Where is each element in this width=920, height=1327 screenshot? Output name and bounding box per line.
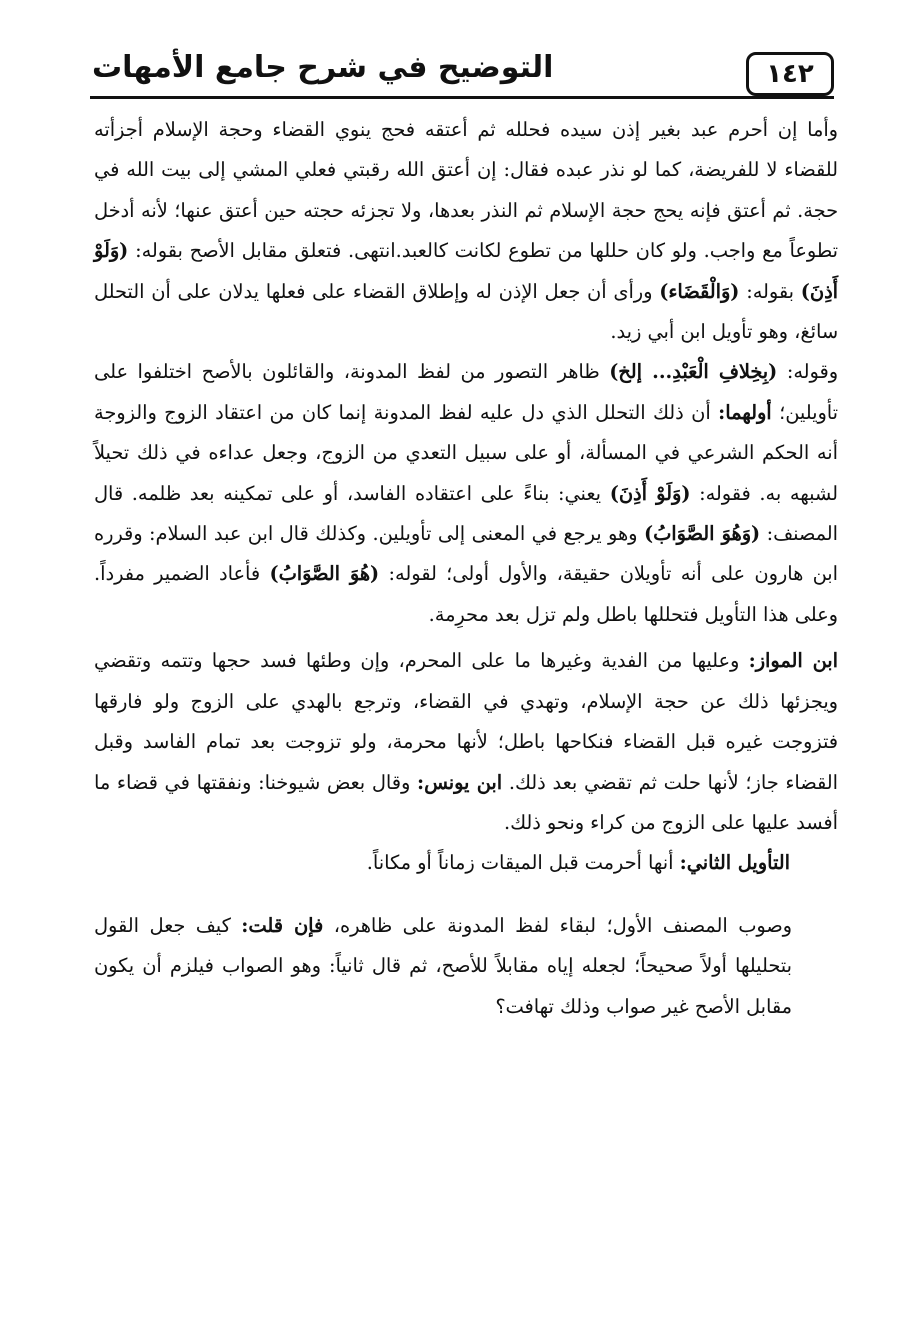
text-run: وقال بعض شيوخنا: ونفقتها في قضاء ما أفسد عليها على الزوج من كراء ونحو ذلك. xyxy=(94,770,838,834)
page-header xyxy=(90,42,834,100)
text-run: فأعاد الضمير مفرداً. وعلى هذا التأويل فتحللها باطل ولم تزل بعد محرِمة. xyxy=(94,562,838,626)
text-run: أن ذلك التحلل الذي دل عليه لفظ المدونة إنما كان من اعتقاد الزوج والزوجة أنه الحكم الشرعي في المسألة، أو على سبيل التعدي من الزوج، وجعل عداءه في ذلك تحيلاً لشبهه به. فقوله: xyxy=(94,400,838,505)
bold-term: فإن قلت: xyxy=(241,913,324,937)
text-run: ورأى أن جعل الإذن له وإطلاق القضاء على فعلها يدلان على أن التحلل سائغ، وهو تأويل ابن أبي زيد. xyxy=(94,279,838,344)
text-run: كيف جعل القول بتحليلها أولاً صحيحاً؛ لجعله إياه مقابلاً للأصح، ثم قال ثانياً: وهو الصواب فيلزم أن يكون مقابل الأصح غير صواب وذلك تهافت؟ xyxy=(94,913,792,1018)
bold-term: ابن المواز: xyxy=(748,649,838,673)
text-run: ظاهر التصور من لفظ المدونة، والقائلون بالأصح اختلفوا على تأويلين؛ xyxy=(94,360,838,424)
text-run: وهو يرجع في المعنى إلى تأويلين. وكذلك قال ابن عبد السلام: وقرره ابن هارون على أنه تأويلان حقيقة، والأول أولى؛ لقوله: xyxy=(94,522,838,586)
bold-term: (وَهُوَ الصَّوَابُ) xyxy=(643,522,761,546)
paragraph-4 xyxy=(94,843,838,883)
running-title: التوضيح في شرح جامع الأمهات xyxy=(92,50,554,85)
body-text xyxy=(94,110,838,1027)
text-run: وأما إن أحرم عبد بغير إذن سيده فحلله ثم أعتقه فحج ينوي القضاء وحجة الإسلام أجزأته للقضاء لا للفريضة، كما لو نذر عبده فقال: إن أعتق الله رقبتي فعلي المشي إلى بيت الله في حجة. ثم أعتق فإنه يحج حجة الإسلام ثم النذر بعدها، ولا تجزئه حجته حين أعتق عنها؛ لأنه أدخل تطوعاً مع واجب. ولو كان حللها من تطوع لكانت كالعبد.انتهى. فتعلق مقابل الأصح بقوله: xyxy=(94,118,838,263)
bold-term: ابن يونس: xyxy=(417,770,503,794)
bold-term: (وَلَوْ أَذِنَ) xyxy=(609,481,691,505)
bold-term: (وَلَوْ أَذِنَ) xyxy=(94,239,839,303)
paragraph-2 xyxy=(94,352,838,635)
bold-term: (هُوَ الصَّوَابُ) xyxy=(269,562,380,586)
page-number: ١٤٢ xyxy=(746,52,834,96)
paragraph-3 xyxy=(94,641,838,843)
text-run: وصوب المصنف الأول؛ لبقاء لفظ المدونة على ظاهره، xyxy=(323,913,792,937)
text-run: بقوله: xyxy=(739,279,801,303)
bold-term: أولهما: xyxy=(718,400,772,424)
paragraph-1 xyxy=(94,110,838,352)
paragraph-5 xyxy=(94,906,838,1027)
bold-term: التأويل الثاني: xyxy=(679,851,790,875)
header-rule xyxy=(90,96,834,99)
text-run: وقوله: xyxy=(777,360,839,384)
bold-term: (بِخِلافِ الْعَبْدِ... إلخ) xyxy=(609,360,778,384)
bold-term: (وَالْقَضَاء) xyxy=(659,279,740,303)
text-run: أنها أحرمت قبل الميقات زماناً أو مكاناً. xyxy=(366,851,680,875)
text-run: يعني: بناءً على اعتقاده الفاسد، أو على تمكينه بعد ظلمه. قال المصنف: xyxy=(94,481,838,546)
text-run: وعليها من الفدية وغيرها ما على المحرم، وإن وطئها فسد حجها وتتمه وتقضي ويجزئها ذلك عن حجة الإسلام، وتهدي في القضاء، وترجع بالهدي على الزوج ولو فارقها فتزوجت غيره قبل القضاء فنكاحها باطل؛ لأنها محرمة، ولو تزوجت بعد تمام الفاسد وقبل القضاء جاز؛ لأنها حلت ثم تقضي بعد ذلك. xyxy=(94,649,839,794)
